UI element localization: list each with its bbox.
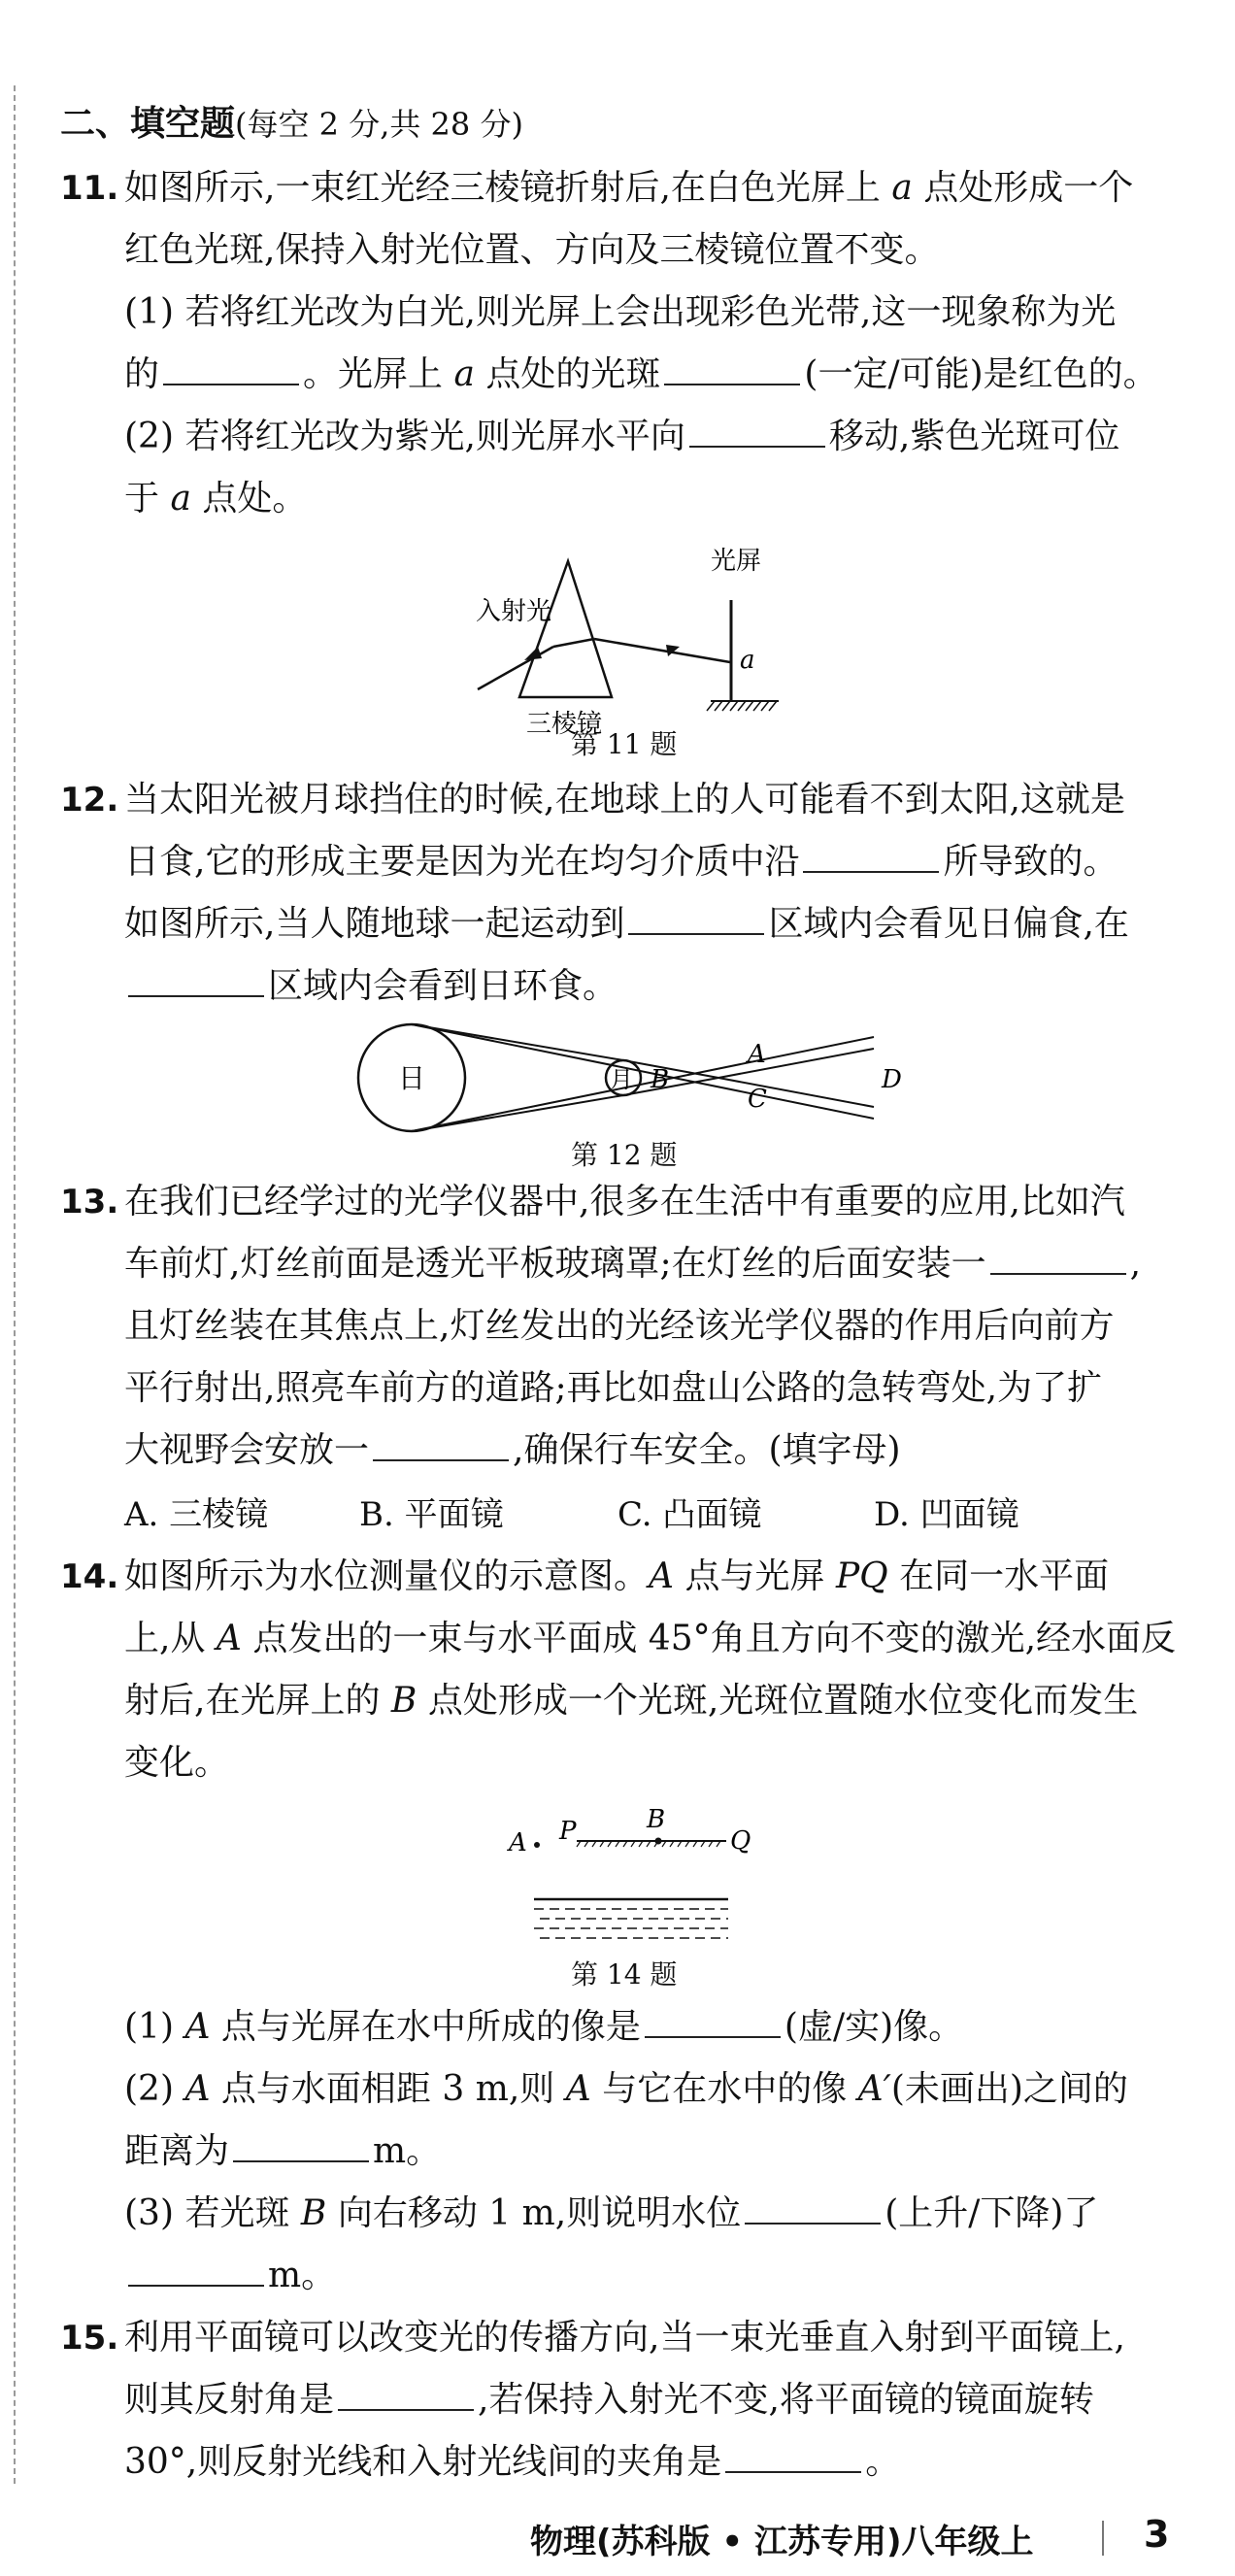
q14-line-2	[124, 1616, 1176, 1662]
q14-part-text: 向右移动 1 m,则说明水位	[337, 2193, 742, 2233]
q14-text: 点处形成一个光斑,光斑位置随水位变化而发生	[427, 1681, 1139, 1721]
ground-hatch	[707, 701, 777, 711]
q14-part2-line-1	[124, 2066, 1128, 2113]
answer-blank[interactable]	[338, 2380, 474, 2411]
answer-blank[interactable]	[373, 1430, 509, 1461]
prism-figure	[456, 542, 825, 746]
answer-blank[interactable]	[128, 2256, 264, 2287]
q13-text: 平行射出,照亮车前方的道路;再比如盘山公路的急转弯处,为了扩	[124, 1368, 1103, 1408]
incident-label: 入射光	[476, 597, 552, 626]
q14-line-4	[124, 1740, 229, 1787]
q11-part2-text: 于	[124, 479, 160, 519]
answer-blank[interactable]	[128, 966, 264, 997]
q11-part2-text: 移动,紫色光斑可位	[828, 417, 1120, 456]
q11-point-a: a	[453, 354, 475, 394]
q12-text: 所导致的。	[943, 842, 1118, 882]
eclipse-figure	[350, 1020, 932, 1146]
footer-book-title: 物理(苏科版 • 江苏专用)八年级上	[530, 2523, 1034, 2561]
q14-part3-line-2	[124, 2253, 336, 2299]
section-title: 二、填空题	[60, 104, 236, 144]
q14-point-a: A	[649, 1556, 675, 1596]
footer-divider	[1102, 2521, 1104, 2556]
q12-text: 当太阳光被月球挡住的时候,在地球上的人可能看不到太阳,这就是	[124, 780, 1125, 820]
q13-line-3	[124, 1303, 1114, 1350]
q14-number: 14.	[60, 1557, 119, 1596]
q14-text: 点与光屏	[684, 1556, 825, 1596]
answer-blank[interactable]	[664, 354, 800, 385]
q12-text: 区域内会看到日环食。	[268, 966, 618, 1006]
q14-text: 如图所示为水位测量仪的示意图。	[124, 1556, 650, 1596]
option-b[interactable]: B. 平面镜	[359, 1495, 504, 1534]
q14-part-text: (上升/下降)了	[885, 2193, 1099, 2233]
q13-line-2	[124, 1241, 1141, 1288]
point-a-label: a	[740, 646, 755, 675]
q14-point-a-prime: A′	[857, 2069, 891, 2109]
q13-line-1	[60, 1179, 1125, 1225]
q14-part-text: 点与光屏在水中所成的像是	[220, 2007, 641, 2047]
q14-part-text: (3) 若光斑	[124, 2193, 290, 2233]
q14-part-text: (2)	[124, 2069, 174, 2109]
point-p-label: P	[559, 1817, 577, 1846]
q15-line-3	[124, 2439, 900, 2486]
answer-blank[interactable]	[725, 2442, 861, 2473]
answer-blank[interactable]	[233, 2131, 369, 2162]
answer-blank[interactable]	[803, 842, 939, 873]
q14-part-text: 与它在水中的像	[602, 2069, 848, 2109]
answer-blank[interactable]	[990, 1244, 1126, 1275]
q12-line-1	[60, 777, 1125, 823]
q13-line-4	[124, 1365, 1102, 1412]
q15-text: ,若保持入射光不变,将平面镜的镜面旋转	[478, 2380, 1094, 2420]
q14-part-text: (虚/实)像。	[784, 2007, 964, 2047]
prism-shape	[519, 561, 612, 697]
q11-part1-text: 的	[124, 354, 160, 394]
q11-point-a: a	[170, 479, 191, 519]
q14-part-text: (1)	[124, 2007, 174, 2047]
q15-number: 15.	[60, 2319, 119, 2358]
q15-text: 则其反射角是	[124, 2380, 335, 2420]
region-d-label: D	[882, 1065, 902, 1094]
q11-line-2	[124, 227, 939, 274]
q14-part-text: m。	[268, 2256, 337, 2295]
q12-line-3	[124, 901, 1129, 948]
q14-part-text: 距离为	[124, 2131, 230, 2171]
spot-b-dot	[655, 1838, 662, 1845]
q14-text: 上,从	[124, 1619, 206, 1658]
region-a-label: A	[748, 1040, 766, 1069]
q11-text: 点处形成一个	[923, 168, 1134, 208]
region-b-label: B	[651, 1065, 670, 1094]
answer-blank[interactable]	[689, 417, 825, 448]
q13-line-5	[124, 1427, 901, 1474]
point-a-dot	[534, 1842, 540, 1848]
option-d[interactable]: D. 凹面镜	[874, 1495, 1019, 1534]
answer-blank[interactable]	[645, 2007, 781, 2038]
q13-text: 车前灯,灯丝前面是透光平板玻璃罩;在灯丝的后面安装一	[124, 1244, 986, 1284]
q11-part1-text: 。光屏上	[303, 354, 444, 394]
screen-label: 光屏	[711, 547, 762, 576]
water-level-figure	[505, 1802, 757, 1977]
q12-text: 如图所示,当人随地球一起运动到	[124, 904, 625, 944]
section-note: (每空 2 分,共 28 分)	[235, 106, 523, 143]
page-number: 3	[1144, 2513, 1170, 2556]
q11-part1-text: (一定/可能)是红色的。	[804, 354, 1158, 394]
q11-part1-line-2	[124, 351, 1158, 398]
q11-part2-line-2	[124, 476, 307, 522]
point-b-label: B	[647, 1805, 666, 1834]
q14-part-text: (未画出)之间的	[890, 2069, 1128, 2109]
q13-text: 且灯丝装在其焦点上,灯丝发出的光经该光学仪器的作用后向前方	[124, 1306, 1115, 1346]
incident-ray	[478, 647, 553, 689]
q11-part2-line-1	[124, 414, 1119, 460]
q11-number: 11.	[60, 169, 119, 208]
q11-part1-text: (1) 若将红光改为白光,则光屏上会出现彩色光带,这一现象称为光	[124, 292, 1117, 332]
q12-line-2	[124, 839, 1118, 886]
light-ray	[412, 1024, 623, 1060]
q15-text: 。	[865, 2442, 901, 2482]
q14-part3-line-1	[124, 2191, 1098, 2237]
section-heading	[60, 101, 523, 148]
q11-line-1	[60, 165, 1133, 212]
point-q-label: Q	[730, 1826, 751, 1856]
q13-text: 大视野会安放一	[124, 1430, 370, 1470]
q14-point-a: A	[216, 1619, 242, 1658]
q11-part2-text: (2) 若将红光改为紫光,则光屏水平向	[124, 417, 685, 456]
q15-line-1	[60, 2315, 1125, 2361]
q12-line-4	[124, 963, 618, 1010]
q13-text: 在我们已经学过的光学仪器中,很多在生活中有重要的应用,比如汽	[124, 1182, 1125, 1221]
q13-text: ,	[1129, 1244, 1142, 1284]
q14-part-text: 点与水面相距 3 m,则	[220, 2069, 555, 2109]
prism-label: 三棱镜	[526, 710, 603, 739]
q14-point-a: A	[565, 2069, 591, 2109]
q15-text: 利用平面镜可以改变光的传播方向,当一束光垂直入射到平面镜上,	[124, 2318, 1125, 2358]
q11-text: 红色光斑,保持入射光位置、方向及三棱镜位置不变。	[124, 230, 940, 270]
region-c-label: C	[748, 1085, 767, 1114]
q14-text: 射后,在光屏上的	[124, 1681, 381, 1721]
q15-line-2	[124, 2377, 1094, 2424]
q12-number: 12.	[60, 781, 119, 820]
q14-point-a: A	[184, 2069, 211, 2109]
light-ray	[412, 1024, 874, 1119]
figure-caption: 第 14 题	[571, 1958, 678, 1991]
light-ray	[412, 1037, 874, 1131]
q14-point-b: B	[300, 2193, 327, 2233]
q14-line-1	[60, 1554, 1109, 1600]
ray-arrow	[524, 647, 542, 660]
q13-text: ,确保行车安全。(填字母)	[513, 1430, 901, 1470]
water-body	[534, 1909, 728, 1938]
q14-text: 变化。	[124, 1743, 230, 1783]
q14-screen-pq: PQ	[835, 1556, 888, 1596]
ray-arrow	[666, 645, 680, 656]
refracted-ray	[553, 639, 594, 647]
option-c[interactable]: C. 凸面镜	[618, 1495, 762, 1534]
light-ray	[412, 1095, 623, 1131]
answer-blank[interactable]	[163, 354, 299, 385]
answer-blank[interactable]	[745, 2193, 881, 2225]
figure-caption: 第 12 题	[571, 1139, 678, 1171]
q14-text: 在同一水平面	[899, 1556, 1110, 1596]
q11-part2-text: 点处。	[202, 479, 308, 519]
q11-part1-text: 点处的光斑	[485, 354, 661, 394]
q14-part1	[124, 2004, 963, 2051]
sun-label: 日	[398, 1062, 426, 1094]
point-a-label: A	[509, 1828, 527, 1857]
q14-part2-line-2	[124, 2128, 441, 2175]
binding-margin-line	[14, 85, 16, 2484]
answer-blank[interactable]	[628, 904, 764, 935]
q14-point-a: A	[184, 2007, 211, 2047]
q11-text: 如图所示,一束红光经三棱镜折射后,在白色光屏上	[124, 168, 881, 208]
q12-text: 日食,它的形成主要是因为光在均匀介质中沿	[124, 842, 800, 882]
option-a[interactable]: A. 三棱镜	[124, 1495, 269, 1534]
q15-text: 30°,则反射光线和入射光线间的夹角是	[124, 2442, 722, 2482]
q14-text: 点发出的一束与水平面成 45°角且方向不变的激光,经水面反	[252, 1619, 1177, 1658]
q11-point-a: a	[891, 168, 913, 208]
q11-part1-line-1	[124, 289, 1116, 336]
q12-text: 区域内会看见日偏食,在	[768, 904, 1129, 944]
figure-caption: 第 11 题	[571, 728, 678, 760]
moon-label: 月	[610, 1066, 633, 1093]
q13-number: 13.	[60, 1183, 119, 1221]
exit-ray	[594, 639, 730, 662]
q14-point-b: B	[390, 1681, 417, 1721]
q14-part-text: m。	[373, 2131, 442, 2171]
q14-line-3	[124, 1678, 1138, 1724]
